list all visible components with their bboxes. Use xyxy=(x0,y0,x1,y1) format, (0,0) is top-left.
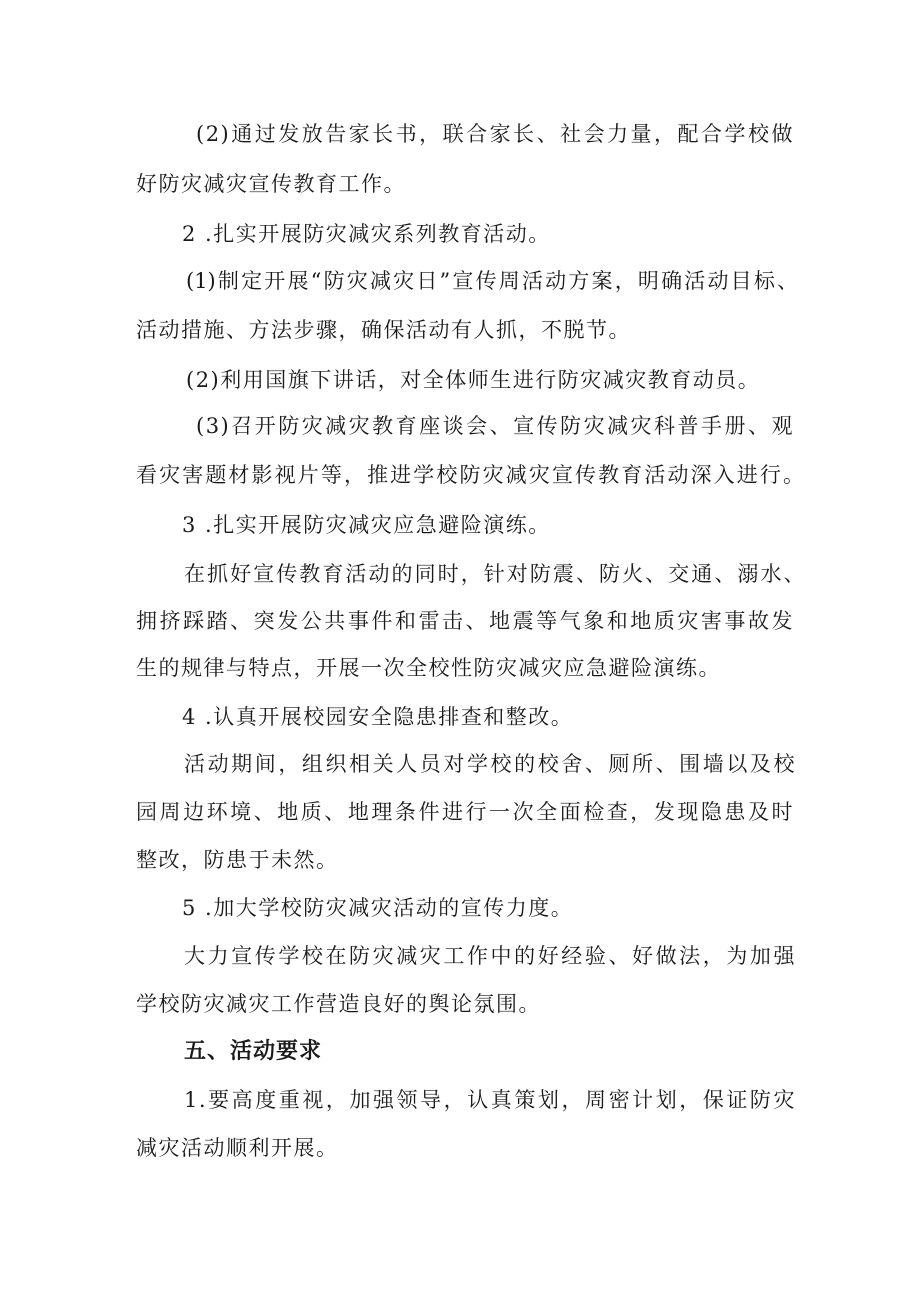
paragraph-line: (2)利用国旗下讲话，对全体师生进行防灾减灾教育动员。 xyxy=(186,368,761,392)
subheading: 4 .认真开展校园安全隐患排查和整改。 xyxy=(182,705,574,729)
paragraph-line: (3)召开防灾减灾教育座谈会、宣传防灾减灾科普手册、观 xyxy=(196,414,794,438)
paragraph-line: 看灾害题材影视片等，推进学校防灾减灾宣传教育活动深入进行。 xyxy=(136,463,804,487)
subheading: 2 .扎实开展防灾减灾系列教育活动。 xyxy=(182,222,551,246)
paragraph-line: 好防灾减灾宣传教育工作。 xyxy=(136,172,406,196)
paragraph-line: 在抓好宣传教育活动的同时，针对防震、防火、交通、溺水、 xyxy=(184,562,806,586)
paragraph-line: 拥挤踩踏、突发公共事件和雷击、地震等气象和地质灾害事故发 xyxy=(136,609,794,633)
paragraph-line: 大力宣传学校在防灾减灾工作中的好经验、好做法，为加强 xyxy=(184,944,796,968)
paragraph-line: 整改，防患于未然。 xyxy=(136,848,339,872)
paragraph-line: 活动期间，组织相关人员对学校的校舍、厕所、围墙以及校 xyxy=(184,752,796,776)
section-heading: 五、活动要求 xyxy=(184,1039,323,1064)
paragraph-line: 园周边环境、地质、地理条件进行一次全面检查，发现隐患及时 xyxy=(136,800,794,824)
paragraph-line: 活动措施、方法步骤，确保活动有人抓，不脱节。 xyxy=(136,318,631,342)
paragraph-line: (1)制定开展“防灾减灾日”宣传周活动方案，明确活动目标、 xyxy=(186,269,798,293)
subheading: 5 .加大学校防灾减灾活动的宣传力度。 xyxy=(182,896,574,920)
paragraph-line: 1.要高度重视，加强领导，认真策划，周密计划，保证防灾 xyxy=(184,1088,796,1112)
paragraph-line: 减灾活动顺利开展。 xyxy=(136,1136,339,1160)
paragraph-line: 学校防灾减灾工作营造良好的舆论氛围。 xyxy=(136,992,541,1016)
paragraph-line: (2)通过发放告家长书，联合家长、社会力量，配合学校做 xyxy=(196,122,794,146)
paragraph-line: 生的规律与特点，开展一次全校性防灾减灾应急避险演练。 xyxy=(136,656,721,680)
subheading: 3 .扎实开展防灾减灾应急避险演练。 xyxy=(182,513,551,537)
